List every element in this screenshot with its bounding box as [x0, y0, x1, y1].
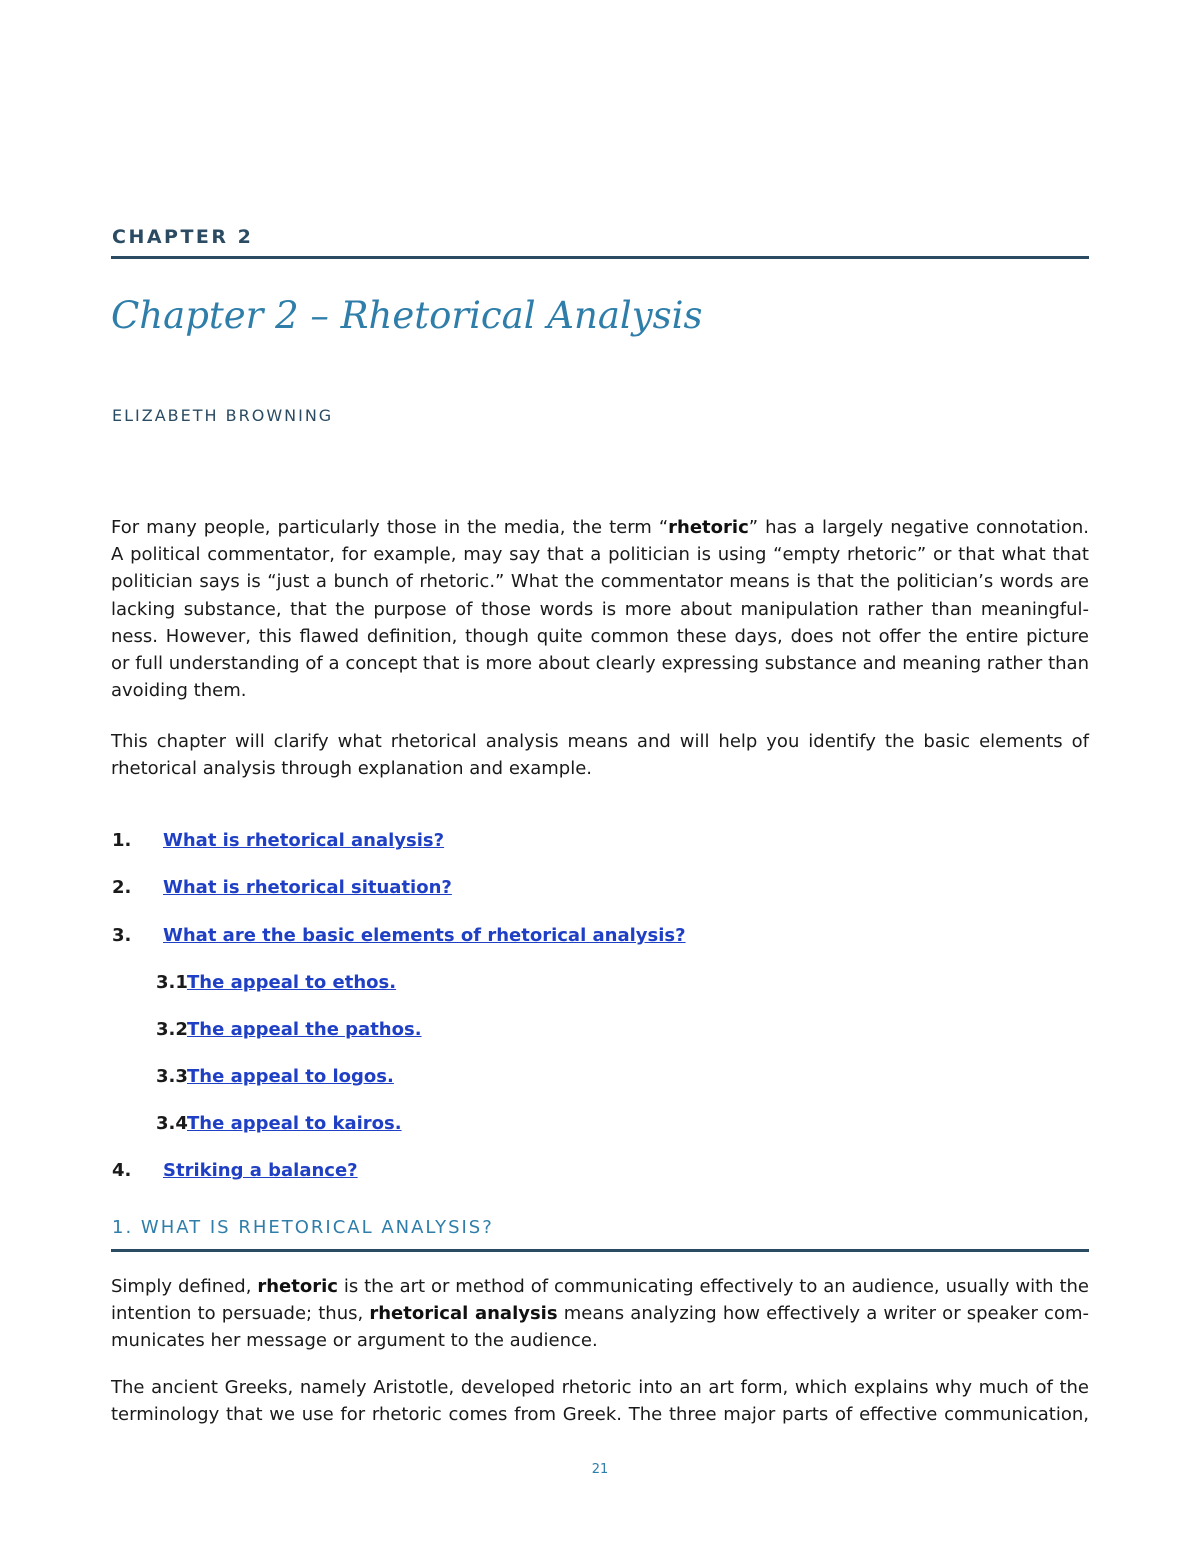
intro-p1-line-2: A political commentator, for example, may say that a politician is using “empty rhetoric” or that what that [111, 544, 1089, 566]
intro-p1-line-7: avoiding them. [111, 680, 247, 702]
toc-link-logos[interactable]: The appeal to logos. [187, 1066, 394, 1087]
intro-p1-line-5: ness. However, this flawed definition, though quite common these days, does not offer the entire picture [111, 625, 1089, 647]
section-p2-line-2: terminology that we use for rhetoric comes from Greek. The three major parts of effective communication, [111, 1404, 1089, 1426]
toc-item-3-2 [156, 1019, 422, 1040]
section-heading: 1. WHAT IS RHETORICAL ANALYSIS? [112, 1217, 494, 1238]
section-p1-line-1: Simply defined, rhetoric is the art or method of communicating effectively to an audience, usually with the [111, 1276, 1089, 1297]
toc-number: 4. [112, 1160, 132, 1181]
toc-item-3-3 [156, 1066, 394, 1087]
intro-p2-line-2: rhetorical analysis through explanation and example. [111, 758, 593, 780]
toc-link-striking-balance[interactable]: Striking a balance? [163, 1160, 358, 1181]
toc-link-ethos[interactable]: The appeal to ethos. [187, 972, 397, 993]
chapter-kicker: CHAPTER 2 [112, 226, 254, 248]
page-number: 21 [591, 1462, 609, 1477]
toc-link-rhetorical-analysis[interactable]: What is rhetorical analysis? [163, 830, 445, 851]
toc-number: 1. [112, 830, 132, 851]
section-p1-line-3: municates her message or argument to the audience. [111, 1330, 598, 1352]
toc-number: 3.4 [156, 1113, 188, 1134]
intro-p1-line-1: For many people, particularly those in the media, the term “rhetoric” has a largely negative connotation. [111, 517, 1089, 538]
toc-item-3 [112, 925, 686, 946]
toc-link-kairos[interactable]: The appeal to kairos. [187, 1113, 402, 1134]
intro-paragraph-1 [111, 514, 1089, 704]
section-p2-line-1: The ancient Greeks, namely Aristotle, developed rhetoric into an art form, which explains why much of the [111, 1377, 1089, 1398]
toc-item-1 [112, 830, 444, 851]
intro-p2-line-1: This chapter will clarify what rhetorical analysis means and will help you identify the basic elements of [111, 731, 1089, 752]
intro-p1-line-6: or full understanding of a concept that is more about clearly expressing substance and meaning rather than [111, 653, 1089, 675]
chapter-title: Chapter 2 – Rhetorical Analysis [111, 294, 703, 337]
toc-item-3-4 [156, 1113, 402, 1134]
toc-number: 3. [112, 925, 132, 946]
toc-link-rhetorical-situation[interactable]: What is rhetorical situation? [163, 877, 452, 898]
section-paragraph-2 [111, 1374, 1089, 1428]
toc-item-4 [112, 1160, 358, 1181]
chapter-rule [111, 256, 1089, 259]
toc-link-basic-elements[interactable]: What are the basic elements of rhetorical analysis? [163, 925, 686, 946]
toc-number: 3.3 [156, 1066, 188, 1087]
author-name: ELIZABETH BROWNING [112, 406, 334, 425]
toc-link-pathos[interactable]: The appeal the pathos. [187, 1019, 422, 1040]
intro-paragraph-2 [111, 728, 1089, 782]
section-p1-line-2: intention to persuade; thus, rhetorical analysis means analyzing how effectively a writer or speaker com- [111, 1303, 1089, 1325]
section-paragraph-1 [111, 1273, 1089, 1355]
intro-p1-line-4: lacking substance, that the purpose of those words is more about manipulation rather than meaningful- [111, 598, 1089, 620]
toc-number: 2. [112, 877, 132, 898]
intro-p1-line-3: politician says is “just a bunch of rhetoric.” What the commentator means is that the politician’s words are [111, 571, 1089, 593]
toc-item-2 [112, 877, 452, 898]
section-rule [111, 1249, 1089, 1252]
toc-item-3-1 [156, 972, 396, 993]
toc-number: 3.1 [156, 972, 188, 993]
toc-number: 3.2 [156, 1019, 188, 1040]
